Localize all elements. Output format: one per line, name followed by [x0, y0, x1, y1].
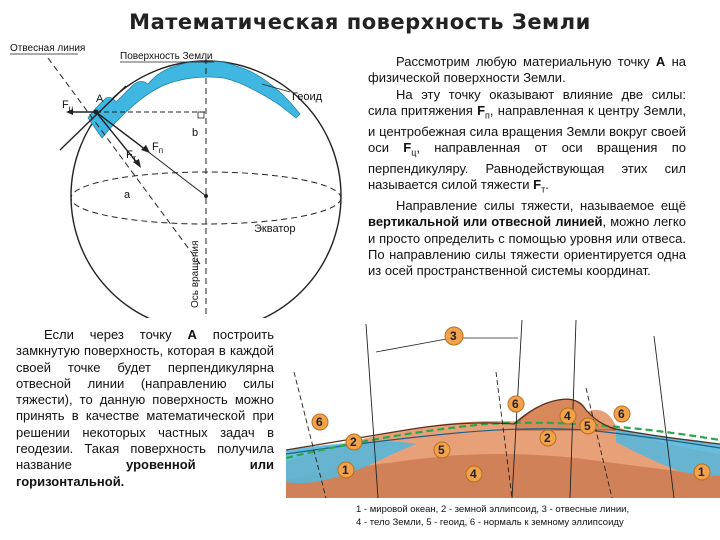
point-a-label: A [96, 93, 104, 105]
left-bold-term: уровенной или горизонтальной. [16, 457, 275, 489]
marker-4a: 4 [564, 409, 571, 423]
b-label: b [192, 127, 199, 139]
point-a [94, 110, 99, 115]
marker-1b: 1 [698, 465, 705, 479]
p3-text-1: Направление силы тяжести, называемое ещё [396, 198, 686, 214]
p2-text-4: . [545, 177, 549, 193]
left-paragraph [16, 327, 274, 490]
geoid-label: Геоид [292, 91, 323, 103]
p1-text-2: на физической поверхности Земли. [368, 54, 686, 86]
a-label: a [124, 189, 131, 201]
earth-surface-label: Поверхность Земли [120, 51, 213, 62]
marker-5a: 5 [584, 419, 591, 433]
p2-text-3: , направленная от оси вращения по перпендикуляру. Равнодействующая этих сил называется силой тяжести [368, 140, 686, 193]
rotation-axis-label: Ось вращения [190, 240, 201, 308]
equator-label: Экватор [254, 223, 296, 235]
p3-text-2: , можно легко и просто определить с помощью уровня или отвеса. По направлению силы тяжести ориентируется одна из осей пространственной системы координат. [368, 214, 686, 279]
legend-line-2: 4 - тело Земли, 5 - геоид, 6 - нормаль к земному эллипсоиду [356, 517, 624, 528]
page-title: Математическая поверхность Земли [129, 10, 591, 34]
paragraph-3 [368, 198, 686, 279]
p1-bold-a: А [655, 54, 666, 69]
fn-label: $F_п$ [152, 141, 164, 155]
marker-2b: 2 [544, 431, 551, 445]
fn-arrowhead [141, 145, 150, 153]
paragraph-2 [368, 87, 686, 199]
p2-text-2: , направленная к центру Земли, и центробежная сила вращения Земли вокруг своей оси [368, 102, 687, 156]
marker-2a: 2 [350, 435, 357, 449]
marker-1a: 1 [342, 463, 349, 477]
p2-force-ft: F [533, 177, 542, 193]
legend-line-1: 1 - мировой океан, 2 - земной эллипсоид, 3 - отвесные линии, [356, 504, 630, 515]
p2-force-fc-sub: ц [411, 147, 417, 158]
marker-4b: 4 [470, 467, 477, 481]
center-dot [204, 194, 208, 198]
marker-6c: 6 [618, 407, 625, 421]
p2-force-fn: F [477, 102, 486, 118]
p2-force-fn-sub: п [485, 110, 490, 121]
left-text-2: построить замкнутую поверхность, которая в каждой своей точке будет перпендикулярна отвесной линии (направлению силы тяжести), то данную поверхность можно принять в качестве математической при решении некоторых частных задач в геодезии. Такая поверхность получила название [16, 327, 274, 473]
left-bold-a: А [187, 327, 197, 342]
p2-force-fc: F [403, 140, 412, 156]
globe-diagram [0, 38, 360, 318]
plumb-line-label: Отвесная линия [10, 43, 86, 54]
marker-6a: 6 [316, 415, 323, 429]
p2-text-1: На эту точку оказывают влияние две силы: сила притяжения [368, 86, 686, 118]
p1-text-1: Рассмотрим любую материальную точку [396, 54, 656, 69]
marker-3: 3 [450, 329, 457, 343]
p3-bold-term: вертикальной или отвесной линией [368, 214, 603, 230]
right-text-block [368, 54, 686, 280]
cross-section-diagram [286, 312, 720, 538]
marker-5b: 5 [438, 443, 445, 457]
left-text-1: Если через точку [44, 327, 188, 342]
fc-label: $F_ц$ [62, 99, 74, 113]
p2-force-ft-sub: т [541, 184, 546, 195]
left-text-block [16, 327, 274, 490]
right-angle-mark [198, 112, 204, 118]
paragraph-1 [368, 54, 686, 87]
ft-label: $F_т$ [126, 149, 137, 163]
marker-6b: 6 [512, 397, 519, 411]
